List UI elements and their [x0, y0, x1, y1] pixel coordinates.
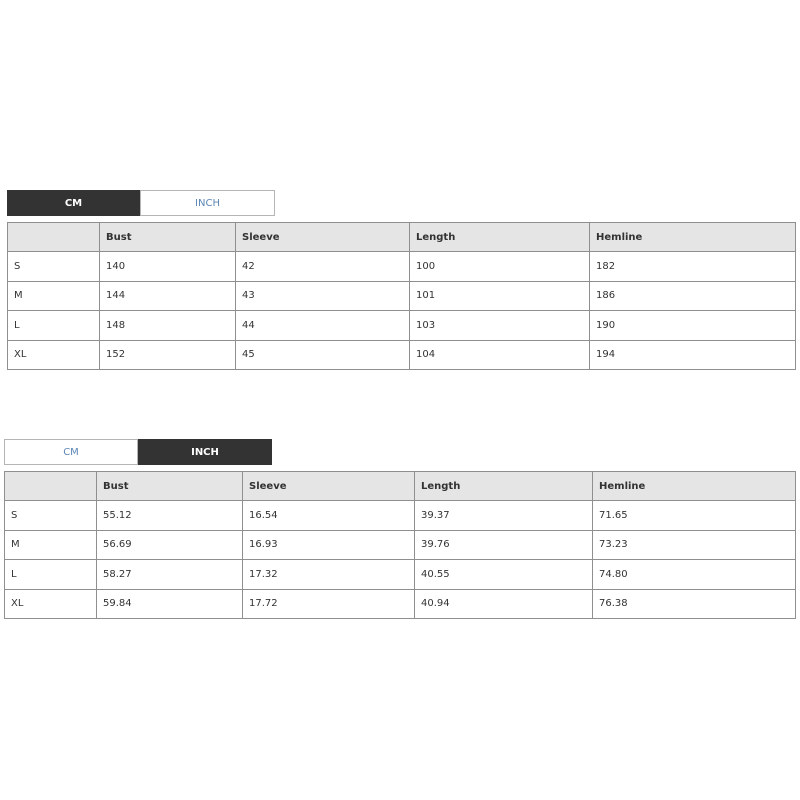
size-cell: XL [5, 589, 97, 619]
length-cell: 100 [410, 252, 590, 282]
table-row [5, 560, 796, 590]
hemline-cell: 76.38 [593, 589, 796, 619]
header-cell-size [8, 223, 100, 252]
sleeve-cell: 16.93 [243, 530, 415, 560]
bust-cell: 140 [100, 252, 236, 282]
hemline-cell: 73.23 [593, 530, 796, 560]
bust-cell: 59.84 [97, 589, 243, 619]
tab-cm[interactable]: CM [7, 190, 140, 216]
sleeve-cell: 44 [236, 311, 410, 341]
size-cell: M [5, 530, 97, 560]
sleeve-cell: 43 [236, 281, 410, 311]
bust-cell: 58.27 [97, 560, 243, 590]
bust-cell: 56.69 [97, 530, 243, 560]
hemline-cell: 194 [590, 340, 796, 370]
size-table [7, 222, 796, 370]
hemline-cell: 182 [590, 252, 796, 282]
sleeve-cell: 17.72 [243, 589, 415, 619]
unit-tabs [7, 190, 795, 216]
size-cell: L [8, 311, 100, 341]
header-cell-sleeve: Sleeve [236, 223, 410, 252]
size-chart-cm [7, 190, 795, 370]
sleeve-cell: 42 [236, 252, 410, 282]
bust-cell: 144 [100, 281, 236, 311]
tab-cm[interactable]: CM [4, 439, 138, 465]
size-cell: XL [8, 340, 100, 370]
table-row [5, 589, 796, 619]
size-cell: S [8, 252, 100, 282]
hemline-cell: 71.65 [593, 501, 796, 531]
tab-inch[interactable]: INCH [138, 439, 272, 465]
table-row [5, 501, 796, 531]
hemline-cell: 74.80 [593, 560, 796, 590]
header-cell-length: Length [410, 223, 590, 252]
length-cell: 103 [410, 311, 590, 341]
length-cell: 39.37 [415, 501, 593, 531]
length-cell: 40.94 [415, 589, 593, 619]
size-cell: L [5, 560, 97, 590]
length-cell: 39.76 [415, 530, 593, 560]
table-row [8, 311, 796, 341]
size-cell: S [5, 501, 97, 531]
size-table [4, 471, 796, 619]
hemline-cell: 186 [590, 281, 796, 311]
hemline-cell: 190 [590, 311, 796, 341]
sleeve-cell: 16.54 [243, 501, 415, 531]
sleeve-cell: 17.32 [243, 560, 415, 590]
header-cell-length: Length [415, 472, 593, 501]
bust-cell: 152 [100, 340, 236, 370]
header-cell-size [5, 472, 97, 501]
table-row [5, 530, 796, 560]
size-chart-inch [4, 439, 795, 619]
sleeve-cell: 45 [236, 340, 410, 370]
bust-cell: 148 [100, 311, 236, 341]
table-header-row [5, 472, 796, 501]
header-cell-hemline: Hemline [593, 472, 796, 501]
length-cell: 40.55 [415, 560, 593, 590]
tab-inch[interactable]: INCH [140, 190, 275, 216]
header-cell-hemline: Hemline [590, 223, 796, 252]
header-cell-sleeve: Sleeve [243, 472, 415, 501]
table-row [8, 252, 796, 282]
unit-tabs [4, 439, 795, 465]
bust-cell: 55.12 [97, 501, 243, 531]
header-cell-bust: Bust [97, 472, 243, 501]
length-cell: 104 [410, 340, 590, 370]
table-header-row [8, 223, 796, 252]
header-cell-bust: Bust [100, 223, 236, 252]
table-row [8, 281, 796, 311]
size-cell: M [8, 281, 100, 311]
length-cell: 101 [410, 281, 590, 311]
table-row [8, 340, 796, 370]
